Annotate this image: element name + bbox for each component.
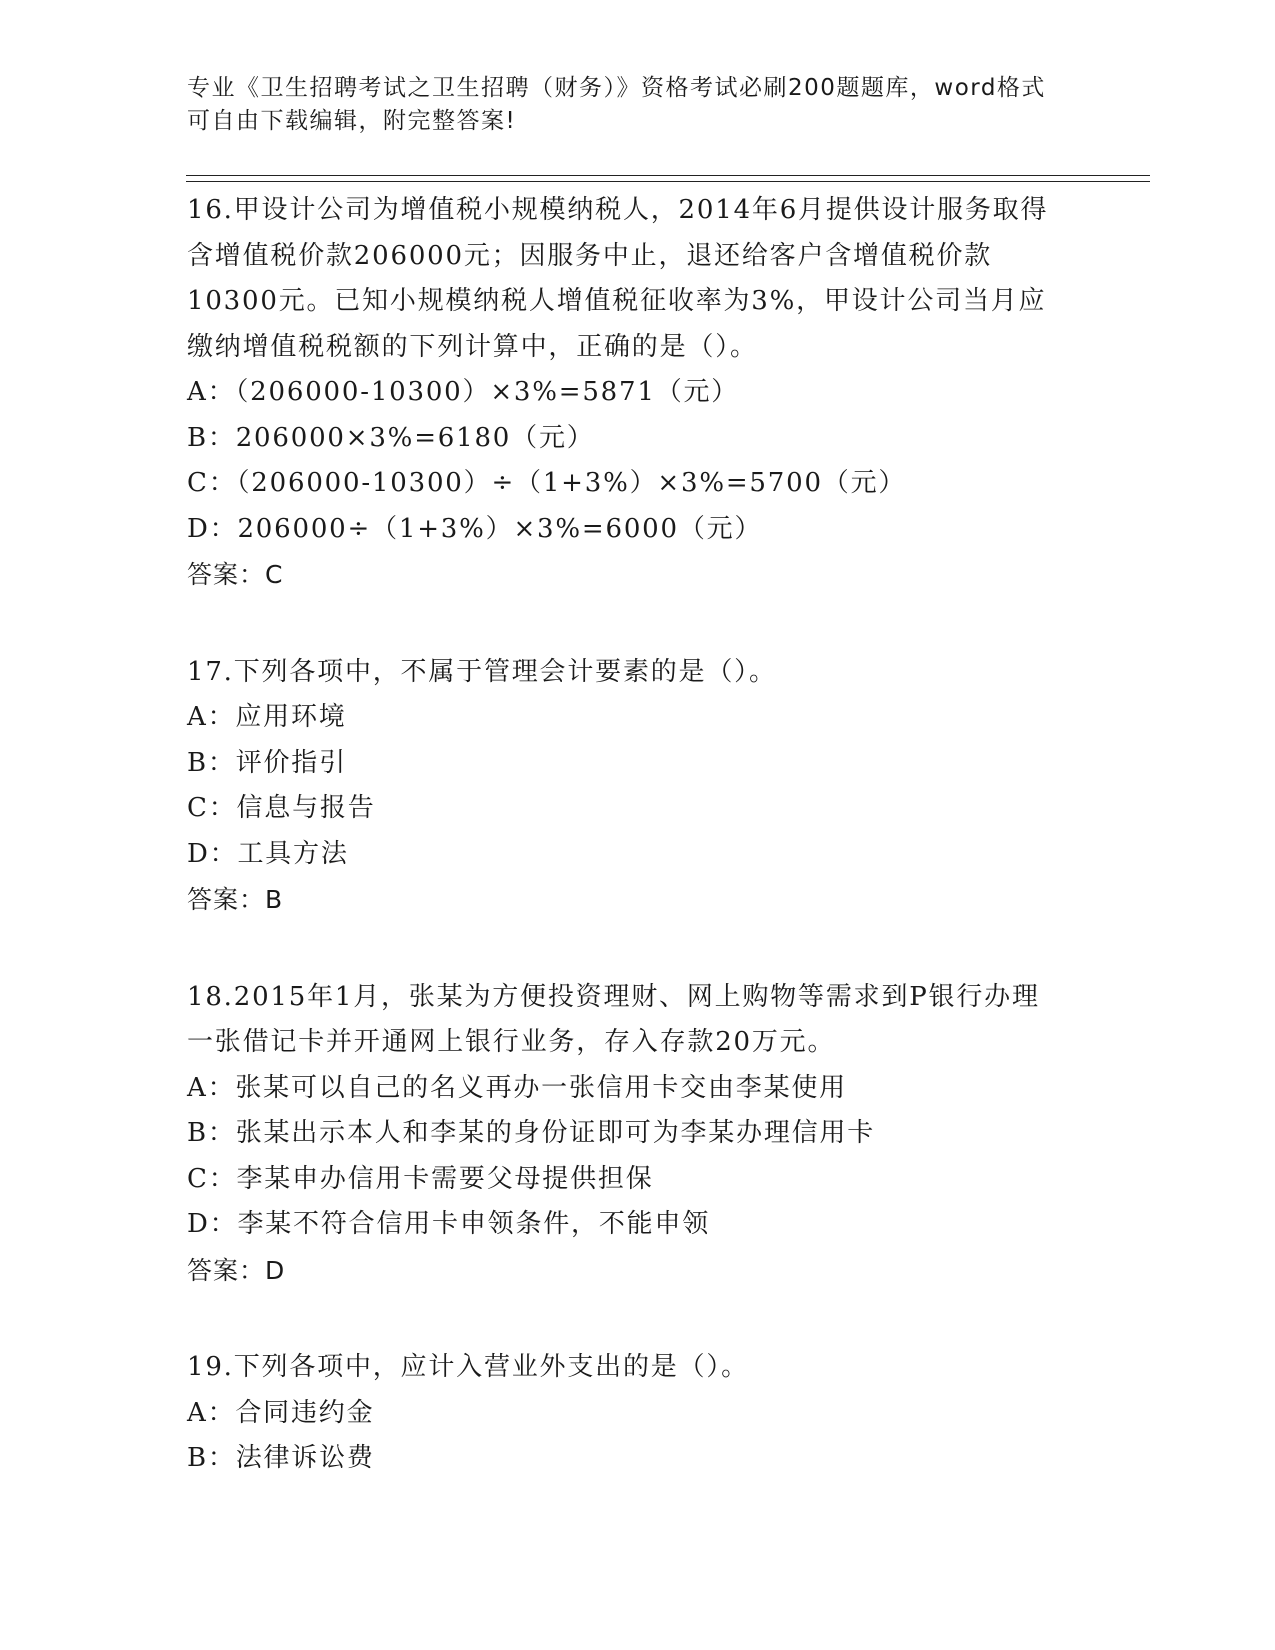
- option-b: B：张某出示本人和李某的身份证即可为李某办理信用卡: [187, 1118, 876, 1148]
- option-d: D：工具方法: [187, 838, 349, 869]
- option-c: C：信息与报告: [187, 793, 376, 823]
- option-a: A：（206000-10300）×3%=5871（元）: [187, 377, 740, 407]
- question-stem-line: 17.下列各项中，不属于管理会计要素的是（）。: [187, 656, 777, 687]
- question-stem-line: 19.下列各项中，应计入营业外支出的是（）。: [187, 1352, 749, 1382]
- question-list: [187, 188, 1087, 1534]
- question-stem-line: 10300元。已知小规模纳税人增值税征收率为3%，甲设计公司当月应: [187, 286, 1047, 316]
- option-a: A：张某可以自己的名义再办一张信用卡交由李某使用: [187, 1072, 847, 1103]
- option-c: C：李某申办信用卡需要父母提供担保: [187, 1163, 654, 1194]
- option-c: C：（206000-10300）÷（1+3%）×3%=5700（元）: [187, 468, 907, 498]
- option-b: B：206000×3%=6180（元）: [187, 422, 595, 453]
- answer-key: 答案：C: [187, 560, 284, 589]
- question-stem-line: 含增值税价款206000元；因服务中止，退还给客户含增值税价款: [187, 240, 993, 271]
- question-stem: [187, 1345, 1087, 1391]
- answer-key: 答案：B: [187, 885, 284, 914]
- question-stem-line: 16.甲设计公司为增值税小规模纳税人，2014年6月提供设计服务取得: [187, 195, 1049, 225]
- question-18: [187, 975, 1087, 1294]
- header-title-line-1: 专业《卫生招聘考试之卫生招聘（财务）》资格考试必刷200题题库，word格式: [187, 75, 1046, 101]
- question-stem: [187, 650, 1087, 696]
- question-19: [187, 1345, 1087, 1482]
- answer-key: 答案：D: [187, 1255, 286, 1285]
- document-header: [187, 72, 1087, 138]
- option-b: B：法律诉讼费: [187, 1443, 375, 1473]
- question-17: [187, 650, 1087, 923]
- header-title-line-2: 可自由下载编辑，附完整答案!: [187, 108, 517, 134]
- question-stem-line: 18.2015年1月，张某为方便投资理财、网上购物等需求到P银行办理: [187, 981, 1040, 1012]
- option-d: D：李某不符合信用卡申领条件，不能申领: [187, 1209, 711, 1239]
- question-stem-line: 缴纳增值税税额的下列计算中，正确的是（）。: [187, 331, 758, 362]
- question-stem: [187, 975, 1087, 1066]
- question-stem-line: 一张借记卡并开通网上银行业务，存入存款20万元。: [187, 1027, 836, 1057]
- header-divider-bottom: [186, 181, 1150, 182]
- option-d: D：206000÷（1+3%）×3%=6000（元）: [187, 513, 763, 544]
- option-b: B：评价指引: [187, 747, 347, 778]
- header-divider-top: [186, 175, 1150, 176]
- question-16: [187, 188, 1087, 598]
- option-a: A：合同违约金: [187, 1397, 375, 1428]
- option-a: A：应用环境: [187, 702, 347, 732]
- question-stem: [187, 188, 1087, 370]
